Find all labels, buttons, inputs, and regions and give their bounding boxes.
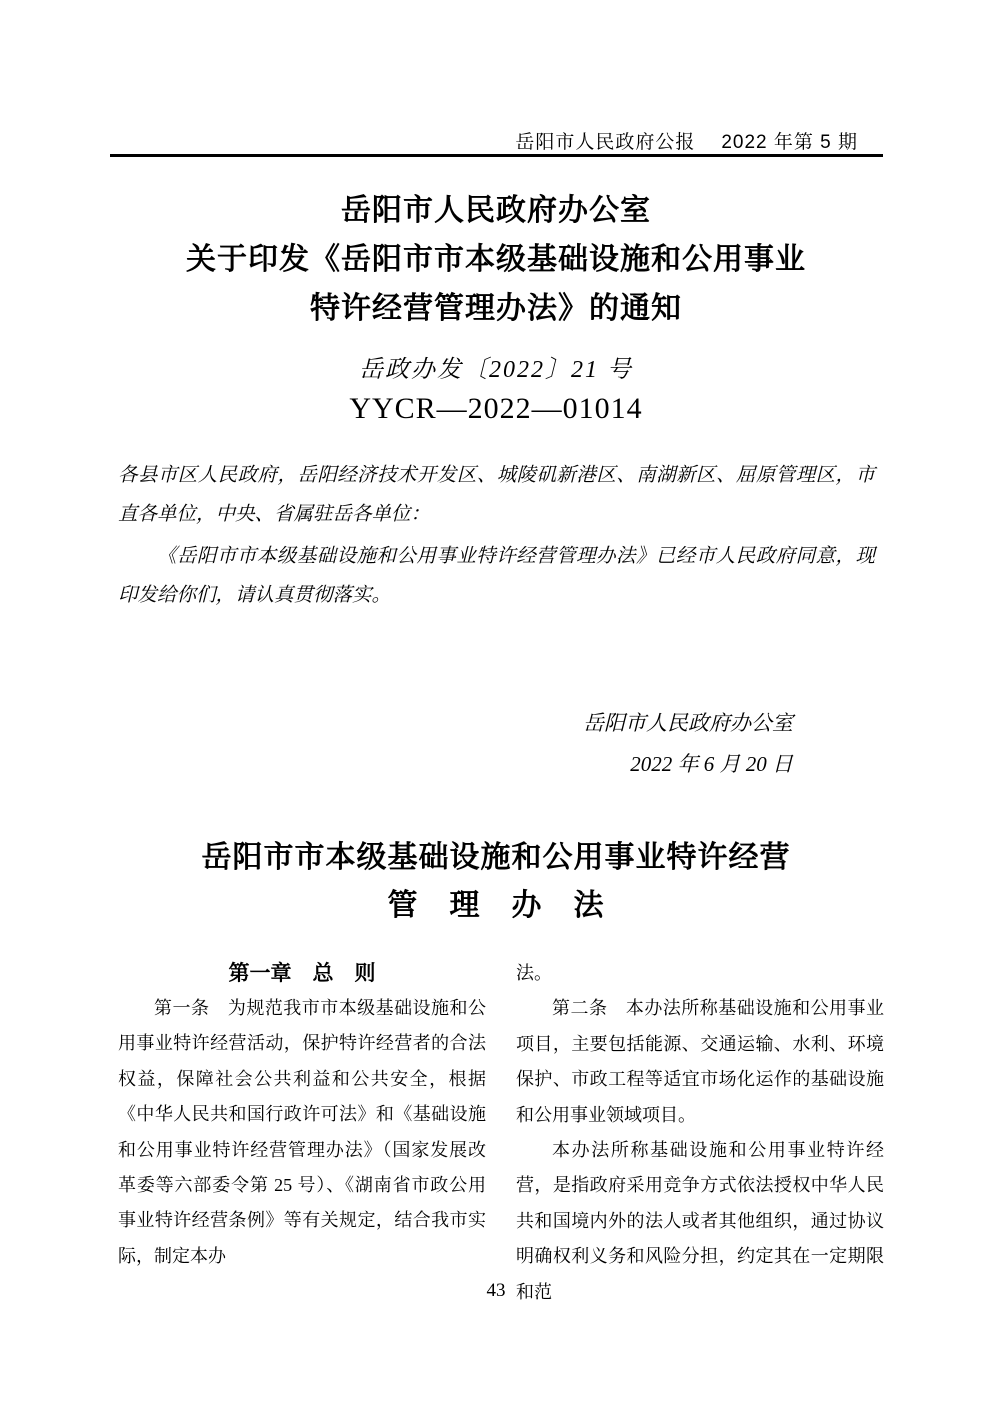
article-1-continuation: 法。 bbox=[516, 963, 552, 983]
notice-title-line-2: 关于印发《岳阳市市本级基础设施和公用事业 bbox=[186, 243, 806, 276]
article-2-paragraph: 第二条 本办法所称基础设施和公用事业项目，主要包括能源、交通运输、水利、环境保护、市政工程等适宜市场化运作的基础设施和公用事业领域项目。 bbox=[516, 998, 884, 1125]
right-column bbox=[516, 956, 884, 1310]
index-code: YYCR—2022—01014 bbox=[349, 392, 643, 425]
article-2-paragraph-2: 本办法所称基础设施和公用事业特许经营，是指政府采用竞争方式依法授权中华人民共和国境内外的法人或者其他组织，通过协议明确权利义务和风险分担，约定其在一定期限和范 bbox=[516, 1140, 884, 1302]
issue-label: 2022 年第 5 期 bbox=[721, 132, 858, 153]
regulation-title bbox=[0, 834, 992, 930]
left-column bbox=[118, 956, 486, 1310]
salutation-paragraph: 各县市区人民政府，岳阳经济技术开发区、城陵矶新港区、南湖新区、屈原管理区，市直各单位，中央、省属驻岳各单位： bbox=[118, 465, 875, 525]
page-number: 43 bbox=[486, 1280, 506, 1301]
regulation-body bbox=[118, 956, 884, 1310]
chapter-heading: 第一章 总 则 bbox=[228, 961, 376, 985]
running-header bbox=[515, 127, 858, 154]
regulation-title-line-2: 管 理 办 法 bbox=[387, 889, 605, 922]
notice-title-line-3: 特许经营管理办法》的通知 bbox=[310, 292, 682, 325]
header-rule bbox=[110, 154, 883, 157]
document-number: 岳政办发〔2022〕21 号 bbox=[359, 357, 633, 383]
notice-paragraph: 《岳阳市市本级基础设施和公用事业特许经营管理办法》已经市人民政府同意，现印发给你们，请认真贯彻落实。 bbox=[118, 546, 875, 607]
article-1-paragraph: 第一条 为规范我市市本级基础设施和公用事业特许经营活动，保护特许经营者的合法权益，保障社会公共利益和公共安全，根据《中华人民共和国行政许可法》和《基础设施和公用事业特许经营管理办法》（国家发展改革委等六部委令第 25 号）、《湖南省市政公用事业特许经营条例》等有关规定，结合我市实际，制定本办 bbox=[118, 998, 486, 1266]
signer-name: 岳阳市人民政府办公室 bbox=[583, 711, 793, 735]
notice-title bbox=[0, 186, 992, 333]
signature-block bbox=[583, 703, 793, 785]
signature-date: 2022 年 6 月 20 日 bbox=[630, 752, 793, 776]
notice-body bbox=[118, 457, 875, 616]
regulation-title-line-1: 岳阳市市本级基础设施和公用事业特许经营 bbox=[201, 841, 791, 874]
gazette-title: 岳阳市人民政府公报 bbox=[515, 132, 696, 153]
notice-title-line-1: 岳阳市人民政府办公室 bbox=[341, 194, 651, 227]
